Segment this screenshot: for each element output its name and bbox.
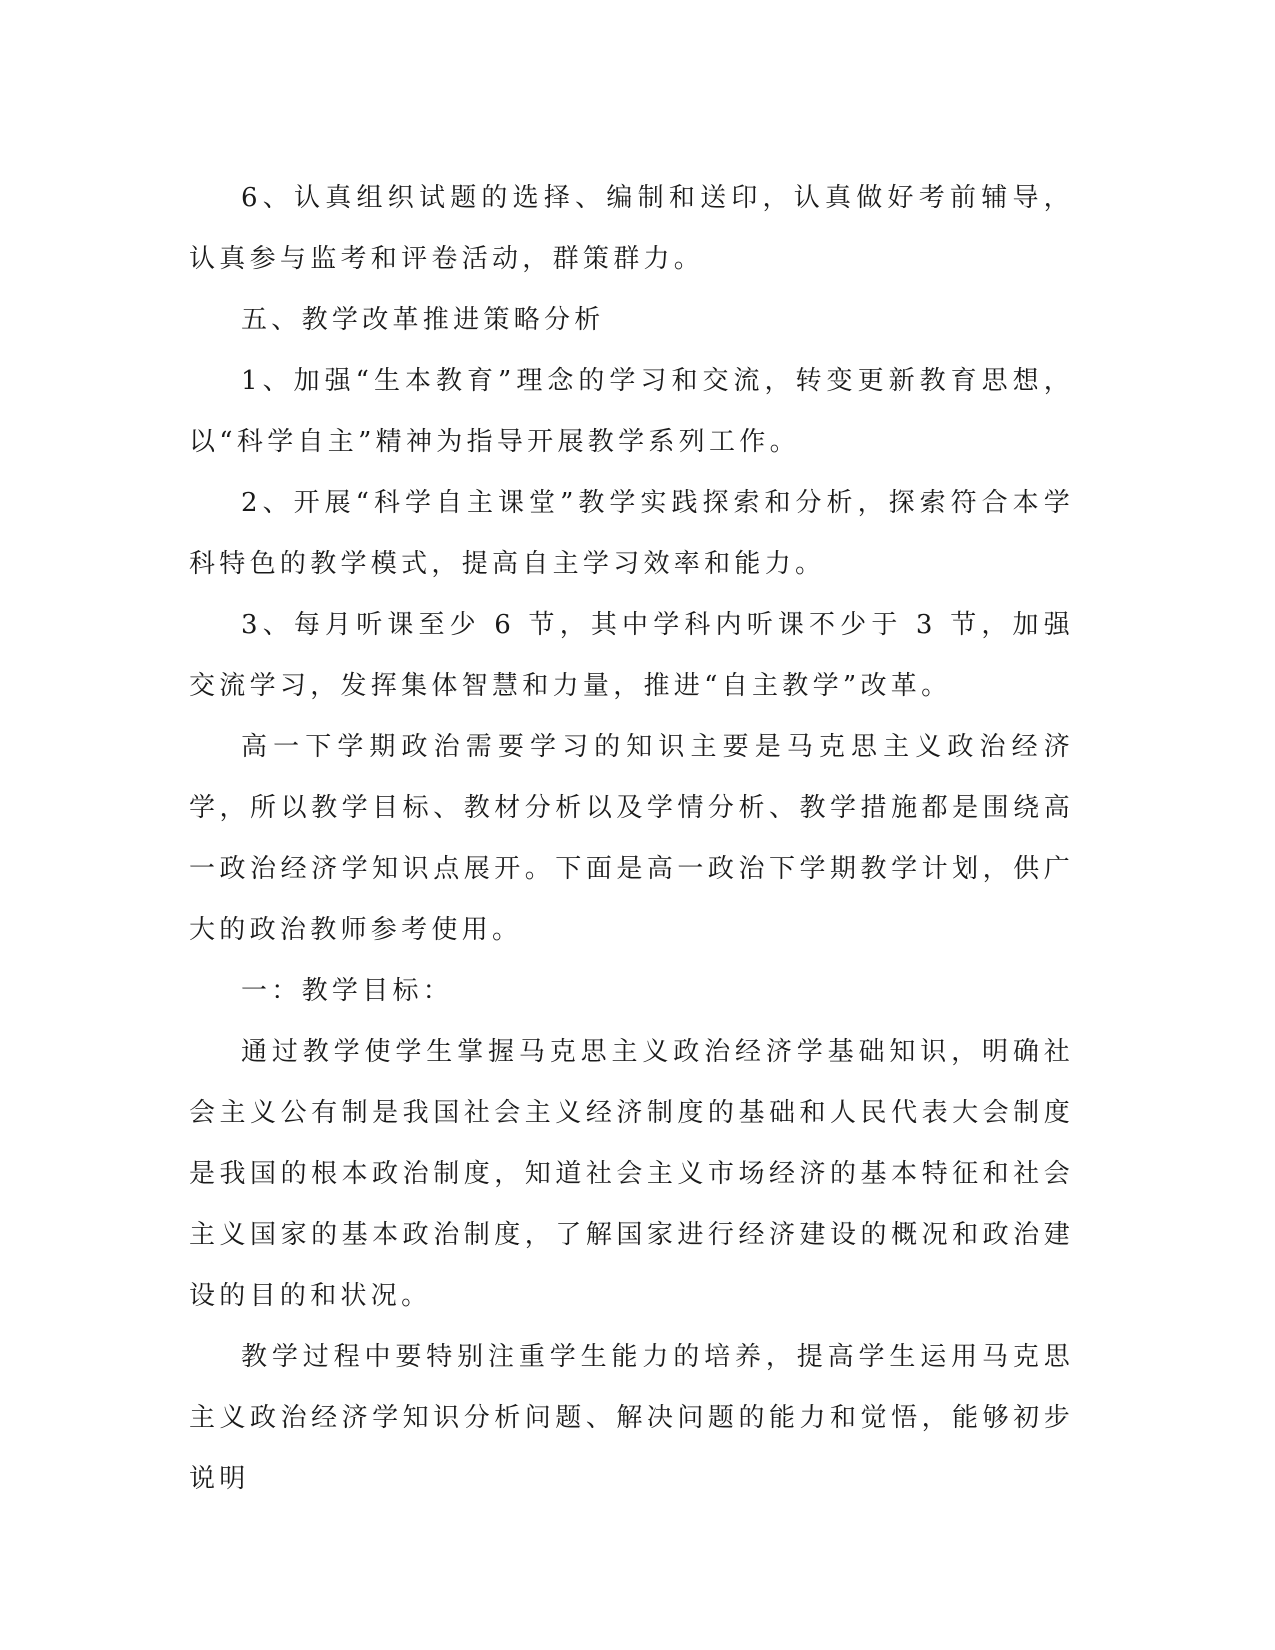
paragraph-lesson-observation: 3、每月听课至少 6 节，其中学科内听课不少于 3 节，加强交流学习，发挥集体智慧和力量，推进“自主教学”改革。 bbox=[189, 610, 1074, 701]
paragraph-classroom-practice: 2、开展“科学自主课堂”教学实践探索和分析，探索符合本学科特色的教学模式，提高自主学习效率和能力。 bbox=[189, 488, 1074, 579]
paragraph-exam-organization: 6、认真组织试题的选择、编制和送印，认真做好考前辅导，认真参与监考和评卷活动，群策群力。 bbox=[189, 183, 1074, 274]
paragraph-knowledge-goals: 通过教学使学生掌握马克思主义政治经济学基础知识，明确社会主义公有制是我国社会主义经济制度的基础和人民代表大会制度是我国的根本政治制度，知道社会主义市场经济的基本特征和社会主义国家的基本政治制度，了解国家进行经济建设的概况和政治建设的目的和状况。 bbox=[189, 1037, 1074, 1311]
section-heading-teaching-goals: 一：教学目标： bbox=[241, 976, 454, 1006]
paragraph-ability-goals: 教学过程中要特别注重学生能力的培养，提高学生运用马克思主义政治经济学知识分析问题、解决问题的能力和觉悟，能够初步说明 bbox=[189, 1342, 1074, 1494]
paragraph-student-centered-education: 1、加强“生本教育”理念的学习和交流，转变更新教育思想，以“科学自主”精神为指导开展教学系列工作。 bbox=[189, 366, 1074, 457]
section-heading-reform-strategy: 五、教学改革推进策略分析 bbox=[241, 305, 605, 335]
document-body bbox=[189, 168, 1074, 1510]
paragraph-semester-overview: 高一下学期政治需要学习的知识主要是马克思主义政治经济学，所以教学目标、教材分析以及学情分析、教学措施都是围绕高一政治经济学知识点展开。下面是高一政治下学期教学计划，供广大的政治教师参考使用。 bbox=[189, 732, 1074, 945]
